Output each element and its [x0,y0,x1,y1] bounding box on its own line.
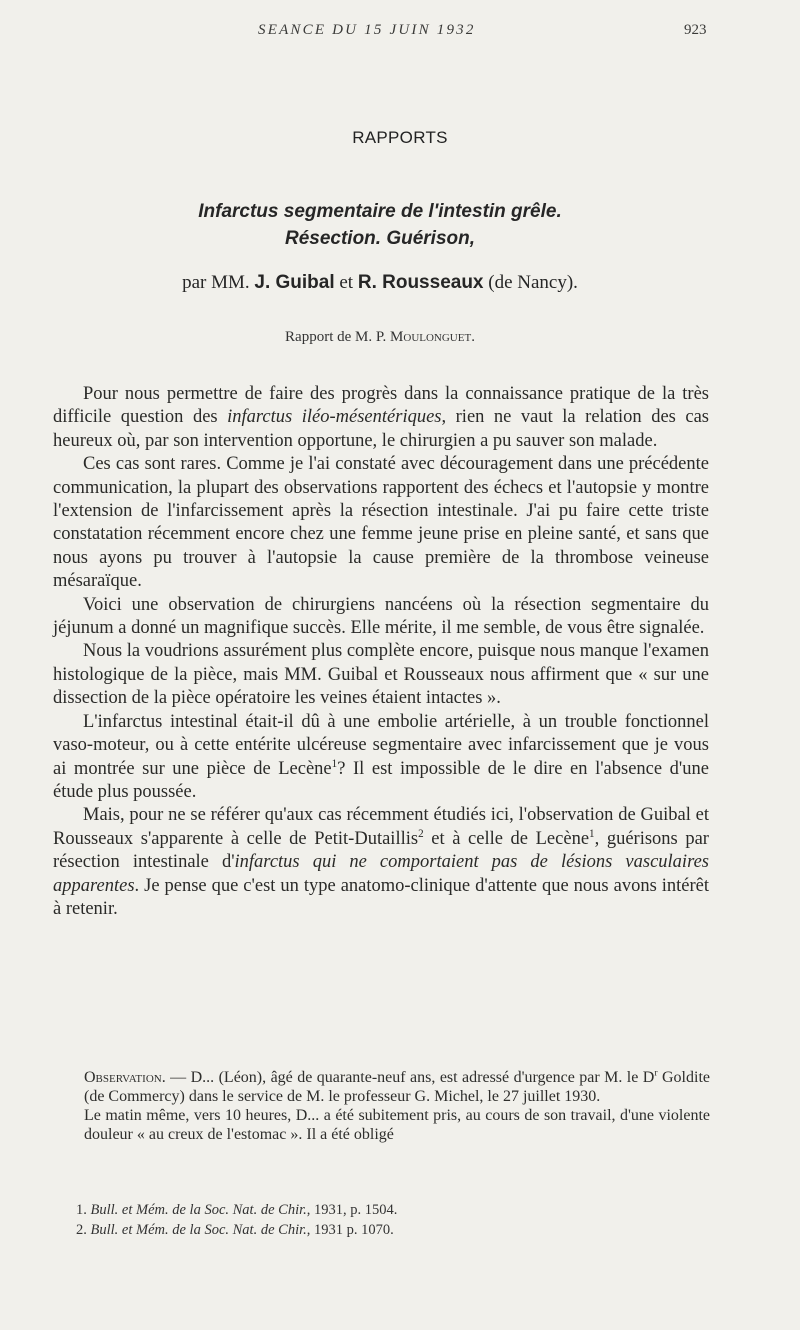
rapport-name: Moulonguet. [390,329,475,345]
paragraph-5 [53,711,709,805]
authors-prefix: par MM. [182,272,250,293]
obs-text-b: Goldite (de Commercy) dans le service de M. le professeur G. Michel, le 27 juillet 1930. [84,1069,710,1105]
footnote-number: 1. [76,1202,87,1218]
p1-text-b: , rien ne vaut la relation des cas heureux où, par son intervention opportune, le chirurgien a pu sauver son malade. [53,407,709,451]
footnote-ref: 1 [589,827,595,840]
article-title-line-1: Infarctus segmentaire de l'intestin grêle. [198,201,562,222]
p6-text-a: Mais, pour ne se référer qu'aux cas récemment étudiés ici, l'observation de Guibal et Rousseaux s'apparente à celle de Petit-Dutaillis [53,805,709,849]
footnote-ref: 1 [331,757,338,770]
article-title-line-2: Résection. Guérison, [284,228,476,249]
author-1: J. Guibal [254,272,335,293]
footnote-ref: 2 [418,827,424,840]
footnote-source: Bull. et Mém. de la Soc. Nat. de Chir. [90,1222,307,1238]
footnote-1 [76,1200,716,1220]
p6-text-b: et à celle de Lecène [423,828,590,849]
footnote-source: Bull. et Mém. de la Soc. Nat. de Chir. [90,1202,307,1218]
article-authors [0,272,760,294]
p1-text-a: Pour nous permettre de faire des progrès dans la connaissance pratique de la très difficile question des [53,384,709,428]
footnote-details: , 1931 p. 1070. [306,1222,394,1238]
paragraph-1 [53,383,709,453]
authors-place: (de Nancy). [488,272,578,293]
p5-text-b: ? Il est impossible de le dire en l'absence d'une étude plus poussée. [53,758,709,802]
rapport-line [0,329,760,346]
p1-emphasis: infarctus iléo-mésentériques [227,407,442,428]
footnote-2 [76,1220,716,1240]
author-2: R. Rousseaux [357,272,484,293]
p5-text-a: L'infarctus intestinal était-il dû à une embolie artérielle, à un trouble fonctionnel vaso-moteur, ou à cette entérite ulcéreuse segmentaire avec infarcissement que je vous ai montrée sur une pièce de Lecène [53,711,709,779]
doctor-abbrev-sup: r [654,1067,658,1079]
p6-text-c: , guérisons par résection intestinale d' [53,828,709,873]
rapport-prefix: Rapport de M. P. [285,329,387,345]
observation-paragraph-1 [84,1068,710,1106]
paragraph-4: Nous la voudrions assurément plus complète encore, puisque nous manque l'examen histologique de la pièce, mais MM. Guibal et Rousseaux nous affirment que « sur une dissection de la pièce opératoire les veines étaient intactes ». [53,641,709,709]
paragraph-6 [53,804,709,921]
footnotes [76,1200,716,1240]
running-title: SEANCE DU 15 JUIN 1932 [258,22,476,38]
obs-text-a: — D... (Léon), âgé de quarante-neuf ans, est adressé d'urgence par M. le D [165,1069,655,1086]
paragraph-3: Voici une observation de chirurgiens nancéens où la résection segmentaire du jéjunum a donné un magnifique succès. Elle mérite, il me semble, de vous être signalée. [53,594,709,639]
p6-emphasis: infarctus qui ne comportaient pas de lésions vasculaires apparentes [53,852,709,896]
page-number: 923 [684,22,707,38]
paragraph-2: Ces cas sont rares. Comme je l'ai constaté avec découragement dans une précédente communication, la plupart des observations rapportent des échecs et l'autopsie y montre l'extension de l'infarcissement après la résection intestinale. J'ai pu faire cette triste constatation récemment encore chez une femme jeune prise en pleine santé, et sans que nous ayons pu trouver à l'autopsie la cause première de la thrombose veineuse mésaraïque. [53,454,709,592]
observation-paragraph-2: Le matin même, vers 10 heures, D... a été subitement pris, au cours de son travail, d'une violente douleur « au creux de l'estomac ». Il a été obligé [84,1107,710,1143]
section-title: RAPPORTS [352,128,448,147]
footnote-details: , 1931, p. 1504. [306,1202,398,1218]
article-body [53,383,709,921]
article-title [0,198,760,252]
running-header [0,22,800,44]
p6-text-d: . Je pense que c'est un type anatomo-clinique d'attente que nous avons intérêt à retenir. [53,875,709,919]
footnote-number: 2. [76,1222,87,1238]
observation-block [84,1068,710,1144]
observation-label: Observation. [84,1069,166,1086]
authors-and: et [339,272,354,293]
